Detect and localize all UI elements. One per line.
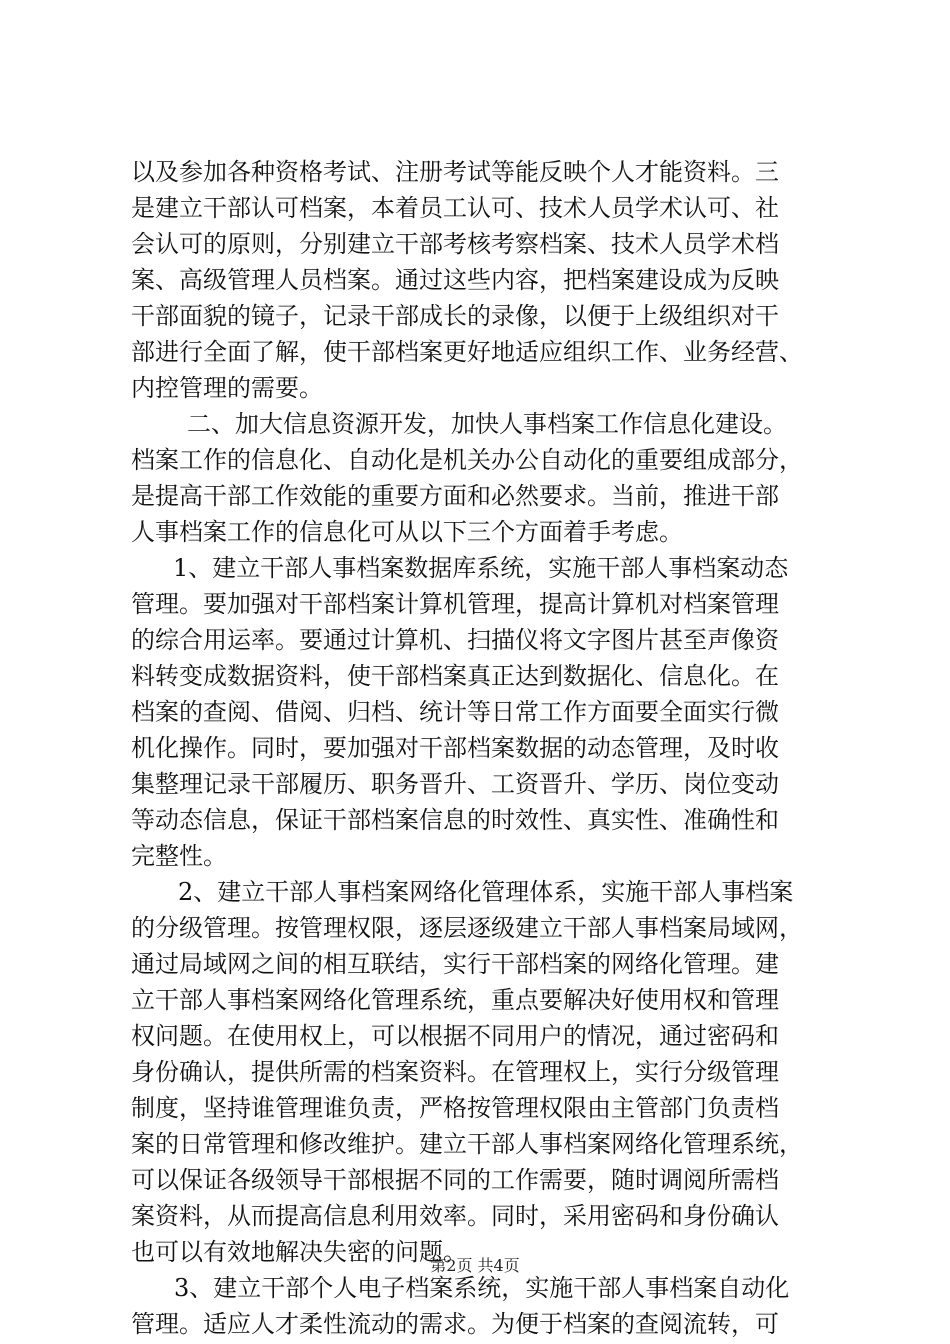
text-line: 案的日常管理和修改维护。建立干部人事档案网络化管理系统， [131, 1130, 803, 1158]
text-line: 身份确认，提供所需的档案资料。在管理权上，实行分级管理 [131, 1058, 779, 1086]
document-body [131, 154, 846, 1342]
text-line: 管理。要加强对干部档案计算机管理，提高计算机对档案管理 [131, 590, 779, 618]
text-line: 也可以有效地解决失密的问题。 [131, 1238, 467, 1266]
text-line: 管理。适应人才柔性流动的需求。为便于档案的查阅流转，可 [131, 1310, 779, 1338]
text-line: 料转变成数据资料，使干部档案真正达到数据化、信息化。在 [131, 662, 779, 690]
text-line: 是建立干部认可档案，本着员工认可、技术人员学术认可、社 [131, 194, 779, 222]
text-line: 集整理记录干部履历、职务晋升、工资晋升、学历、岗位变动 [131, 770, 779, 798]
text-line: 档案工作的信息化、自动化是机关办公自动化的重要组成部分， [131, 446, 803, 474]
item-heading: 3、建立干部个人电子档案系统，实施干部人事档案自动化 [174, 1274, 790, 1302]
page-footer: 第2页 共4页 [430, 1256, 520, 1275]
text-line: 是提高干部工作效能的重要方面和必然要求。当前，推进干部 [131, 482, 779, 510]
text-line: 档案的查阅、借阅、归档、统计等日常工作方面要全面实行微 [131, 698, 779, 726]
text-line: 以及参加各种资格考试、注册考试等能反映个人才能资料。三 [131, 158, 779, 186]
text-line: 的综合用运率。要通过计算机、扫描仪将文字图片甚至声像资 [131, 626, 779, 654]
item-heading: 1、建立干部人事档案数据库系统，实施干部人事档案动态 [173, 554, 789, 582]
text-line: 案资料，从而提高信息利用效率。同时，采用密码和身份确认 [131, 1202, 779, 1230]
text-line: 等动态信息，保证干部档案信息的时效性、真实性、准确性和 [131, 806, 779, 834]
text-line: 机化操作。同时，要加强对干部档案数据的动态管理，及时收 [131, 734, 779, 762]
text-line: 会认可的原则，分别建立干部考核考察档案、技术人员学术档 [131, 230, 779, 258]
item-heading: 2、建立干部人事档案网络化管理体系，实施干部人事档案 [178, 878, 794, 906]
text-line: 内控管理的需要。 [131, 374, 323, 402]
text-line: 干部面貌的镜子，记录干部成长的录像，以便于上级组织对干 [131, 302, 779, 330]
text-line: 的分级管理。按管理权限，逐层逐级建立干部人事档案局域网， [131, 914, 803, 942]
text-line: 人事档案工作的信息化可从以下三个方面着手考虑。 [131, 518, 683, 546]
section-heading: 二、加大信息资源开发，加快人事档案工作信息化建设。 [187, 410, 787, 438]
text-line: 权问题。在使用权上，可以根据不同用户的情况，通过密码和 [131, 1022, 779, 1050]
text-line: 制度，坚持谁管理谁负责，严格按管理权限由主管部门负责档 [131, 1094, 779, 1122]
text-line: 立干部人事档案网络化管理系统，重点要解决好使用权和管理 [131, 986, 779, 1014]
text-line: 通过局域网之间的相互联结，实行干部档案的网络化管理。建 [131, 950, 779, 978]
text-line: 可以保证各级领导干部根据不同的工作需要，随时调阅所需档 [131, 1166, 779, 1194]
text-line: 部进行全面了解，使干部档案更好地适应组织工作、业务经营、 [131, 338, 803, 366]
text-line: 完整性。 [131, 842, 227, 870]
text-line: 案、高级管理人员档案。通过这些内容，把档案建设成为反映 [131, 266, 779, 294]
